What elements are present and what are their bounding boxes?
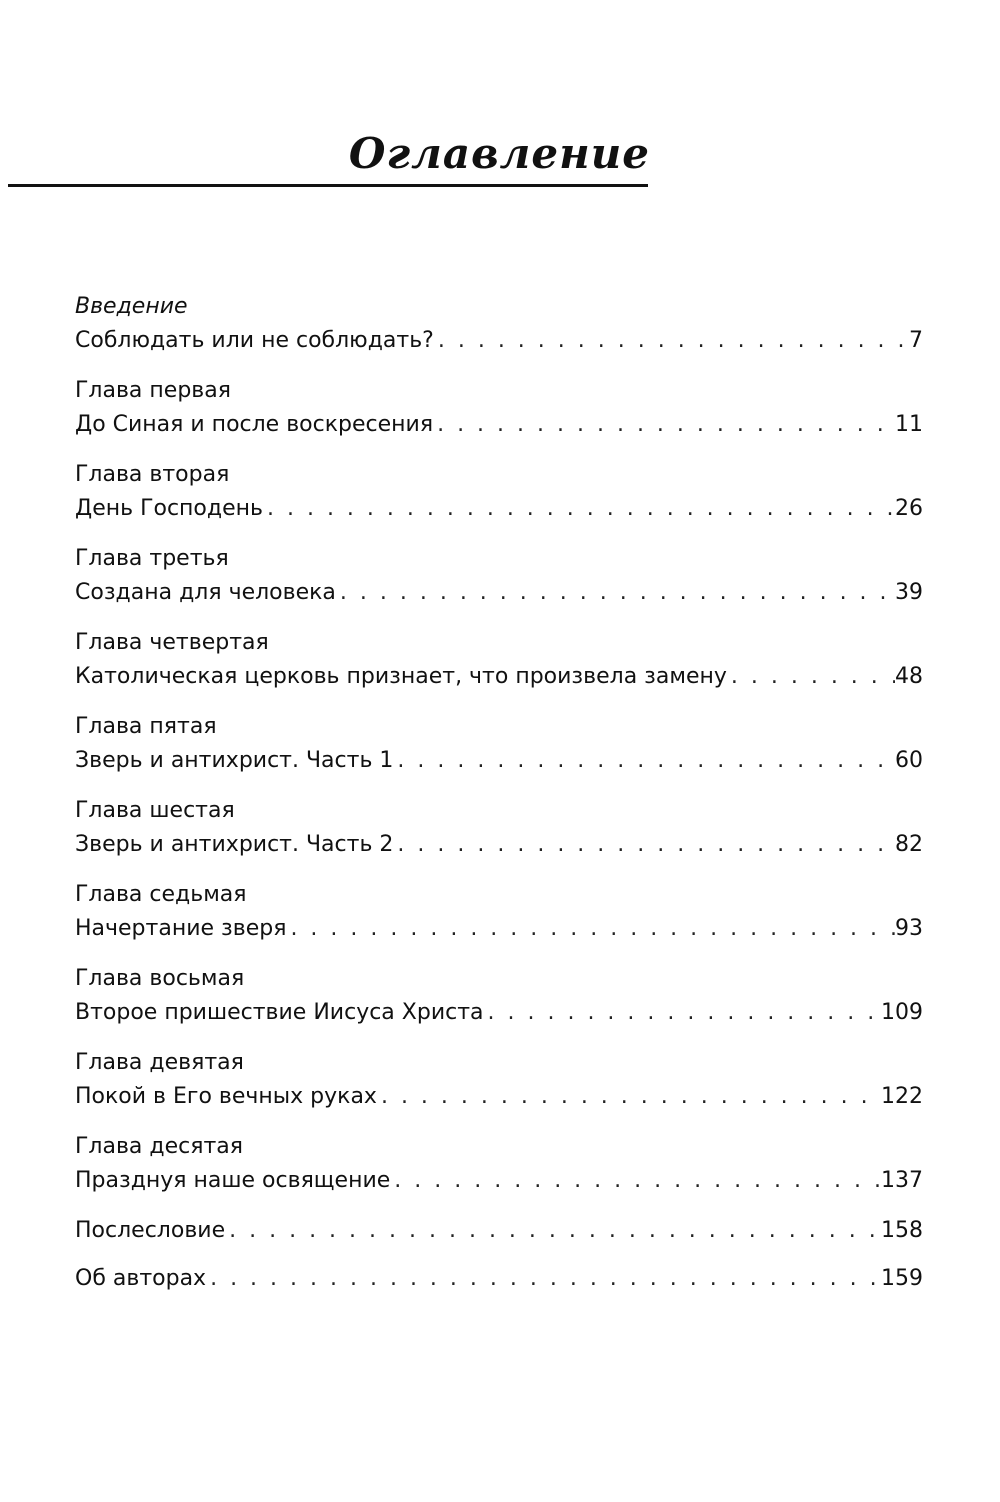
chapter-title: Зверь и антихрист. Часть 2 xyxy=(75,832,394,857)
toc-line xyxy=(75,576,923,610)
dot-leader xyxy=(336,576,895,610)
toc-entry-chapter-5[interactable] xyxy=(75,710,923,778)
chapter-label: Глава восьмая xyxy=(75,966,245,991)
dot-leader xyxy=(377,1080,881,1114)
dot-leader xyxy=(263,492,895,526)
toc-entry-about-authors[interactable] xyxy=(75,1262,923,1296)
dot-leader xyxy=(390,1164,881,1198)
chapter-label: Глава седьмая xyxy=(75,882,247,907)
toc-entry-chapter-6[interactable] xyxy=(75,794,923,862)
page-number: 7 xyxy=(909,328,923,353)
toc-line xyxy=(75,408,923,442)
chapter-label: Глава третья xyxy=(75,546,229,571)
chapter-title: До Синая и после воскресения xyxy=(75,412,434,437)
toc-line xyxy=(75,828,923,862)
chapter-title: Католическая церковь признает, что произвела замену xyxy=(75,664,727,689)
chapter-title: Покой в Его вечных руках xyxy=(75,1084,377,1109)
dot-leader xyxy=(434,324,909,358)
toc-entry-chapter-8[interactable] xyxy=(75,962,923,1030)
chapter-label: Глава девятая xyxy=(75,1050,244,1075)
page-number: 26 xyxy=(895,496,923,521)
dot-leader xyxy=(393,828,895,862)
toc-entry-chapter-1[interactable] xyxy=(75,374,923,442)
dot-leader xyxy=(393,744,895,778)
page-number: 137 xyxy=(881,1168,923,1193)
chapter-title: Начертание зверя xyxy=(75,916,287,941)
section-title: Об авторах xyxy=(75,1266,207,1291)
page-number: 122 xyxy=(881,1084,923,1109)
toc-line xyxy=(75,996,923,1030)
toc-entry-afterword[interactable] xyxy=(75,1214,923,1248)
dot-leader xyxy=(286,912,895,946)
page-number: 48 xyxy=(895,664,923,689)
chapter-label: Глава вторая xyxy=(75,462,230,487)
toc-line xyxy=(75,744,923,778)
page-number: 60 xyxy=(895,748,923,773)
chapter-label: Введение xyxy=(75,294,188,319)
page-number: 93 xyxy=(895,916,923,941)
toc-line xyxy=(75,1164,923,1198)
toc-entry-chapter-10[interactable] xyxy=(75,1130,923,1198)
toc-entry-chapter-2[interactable] xyxy=(75,458,923,526)
chapter-label: Глава четвертая xyxy=(75,630,269,655)
page-number: 82 xyxy=(895,832,923,857)
toc-entry-chapter-4[interactable] xyxy=(75,626,923,694)
page-number: 11 xyxy=(895,412,923,437)
page-title: Оглавление xyxy=(348,129,650,178)
chapter-label: Глава шестая xyxy=(75,798,235,823)
toc-line xyxy=(75,1262,923,1296)
dot-leader xyxy=(727,660,895,694)
page-number: 39 xyxy=(895,580,923,605)
toc-line xyxy=(75,492,923,526)
toc-entry-chapter-3[interactable] xyxy=(75,542,923,610)
toc-line xyxy=(75,1214,923,1248)
dot-leader xyxy=(433,408,895,442)
toc-entry-introduction[interactable] xyxy=(75,290,923,358)
toc-line xyxy=(75,660,923,694)
chapter-title: День Господень xyxy=(75,496,263,521)
chapter-title: Создана для человека xyxy=(75,580,336,605)
page-number: 109 xyxy=(881,1000,923,1025)
toc-entry-chapter-7[interactable] xyxy=(75,878,923,946)
chapter-title: Второе пришествие Иисуса Христа xyxy=(75,1000,484,1025)
page-number: 159 xyxy=(881,1266,923,1291)
chapter-title: Соблюдать или не соблюдать? xyxy=(75,328,434,353)
chapter-title: Празднуя наше освящение xyxy=(75,1168,391,1193)
dot-leader xyxy=(206,1262,881,1296)
chapter-title: Зверь и антихрист. Часть 1 xyxy=(75,748,394,773)
chapter-label: Глава первая xyxy=(75,378,231,403)
section-title: Послесловие xyxy=(75,1218,226,1243)
chapter-label: Глава пятая xyxy=(75,714,217,739)
table-of-contents xyxy=(75,290,923,1310)
toc-line xyxy=(75,324,923,358)
toc-entry-chapter-9[interactable] xyxy=(75,1046,923,1114)
dot-leader xyxy=(225,1214,881,1248)
dot-leader xyxy=(484,996,881,1030)
page-number: 158 xyxy=(881,1218,923,1243)
toc-line xyxy=(75,912,923,946)
toc-line xyxy=(75,1080,923,1114)
title-underline xyxy=(8,184,648,187)
chapter-label: Глава десятая xyxy=(75,1134,244,1159)
